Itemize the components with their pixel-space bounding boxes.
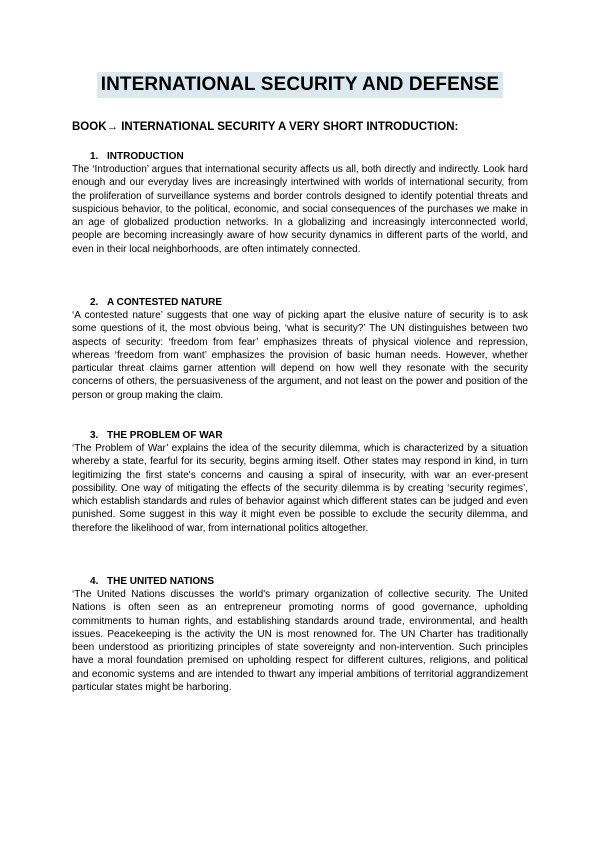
section-number: 3. xyxy=(90,430,99,441)
title-container xyxy=(0,72,600,98)
section-introduction xyxy=(72,150,528,256)
book-reference: BOOK→ INTERNATIONAL SECURITY A VERY SHORT INTRODUCTION: xyxy=(72,121,459,133)
section-body: ‘The United Nations discusses the world's primary organization of collective security. The United Nations is often seen as an entrepreneur promoting norms of good governance, upholding commitments to human rights, and establishing standards around trade, environmental, and health issues. Peacekeeping is the activity the UN is most renowned for. The UN Charter has traditionally been understood as prioritizing principles of state sovereignty and non-intervention. Such principles have a moral foundation premised on upholding respect for different cultures, religions, and political and economic systems and are intended to thwart any imperial ambitions of territorial aggrandizement particular states might be harboring. xyxy=(72,589,528,694)
section-title: THE UNITED NATIONS xyxy=(107,576,215,587)
section-number: 1. xyxy=(90,151,99,162)
section-heading xyxy=(90,429,528,442)
section-heading xyxy=(90,575,528,588)
section-title: THE PROBLEM OF WAR xyxy=(107,430,223,441)
section-number: 4. xyxy=(90,576,99,587)
section-title: A CONTESTED NATURE xyxy=(107,297,222,308)
section-heading xyxy=(90,150,528,163)
section-title: INTRODUCTION xyxy=(107,151,184,162)
section-body: The ‘Introduction’ argues that international security affects us all, both directly and indirectly. Look hard enough and our everyday lives are increasingly intertwined with worlds of international security, from the proliferation of surveillance systems and border controls designed to identify potential threats and suspicious behavior, to the political, economic, and social consequences of the purchases we make in an age of globalized production networks. In a globalizing and increasingly interconnected world, people are becoming increasingly aware of how security dynamics in different parts of the world, and even in their local neighborhoods, are often intimately connected. xyxy=(72,164,528,255)
section-problem-of-war xyxy=(72,429,528,535)
page-title: INTERNATIONAL SECURITY AND DEFENSE xyxy=(97,72,504,98)
section-body: ‘A contested nature’ suggests that one way of picking apart the elusive nature of security is to ask some questions of it, the most obvious being, ‘what is security?’ The UN distinguishes between two aspects of security: ‘freedom from fear’ emphasizes threats of physical violence and repression, whereas ‘freedom from want’ emphasizes the provision of basic human needs. However, whether particular threat claims garner attention will depend on how well they resonate with the security concerns of others, the persuasiveness of the argument, and not least on the power and position of the person or group making the claim. xyxy=(72,310,528,401)
section-body: ‘The Problem of War’ explains the idea of the security dilemma, which is characterized by a situation whereby a state, fearful for its security, begins arming itself. Other states may respond in kind, in turn legitimizing the first state's concerns and causing a spiral of insecurity, with war an ever-present possibility. One way of mitigating the effects of the security dilemma is by creating ‘security regimes’, which establish standards and rules of behavior against which different states can be judged and even punished. Some suggest in this way it might even be possible to exclude the security dilemma, and therefore the likelihood of war, from international politics altogether. xyxy=(72,443,528,534)
section-united-nations xyxy=(72,575,528,694)
section-heading xyxy=(90,296,528,309)
section-contested-nature xyxy=(72,296,528,402)
section-number: 2. xyxy=(90,297,99,308)
